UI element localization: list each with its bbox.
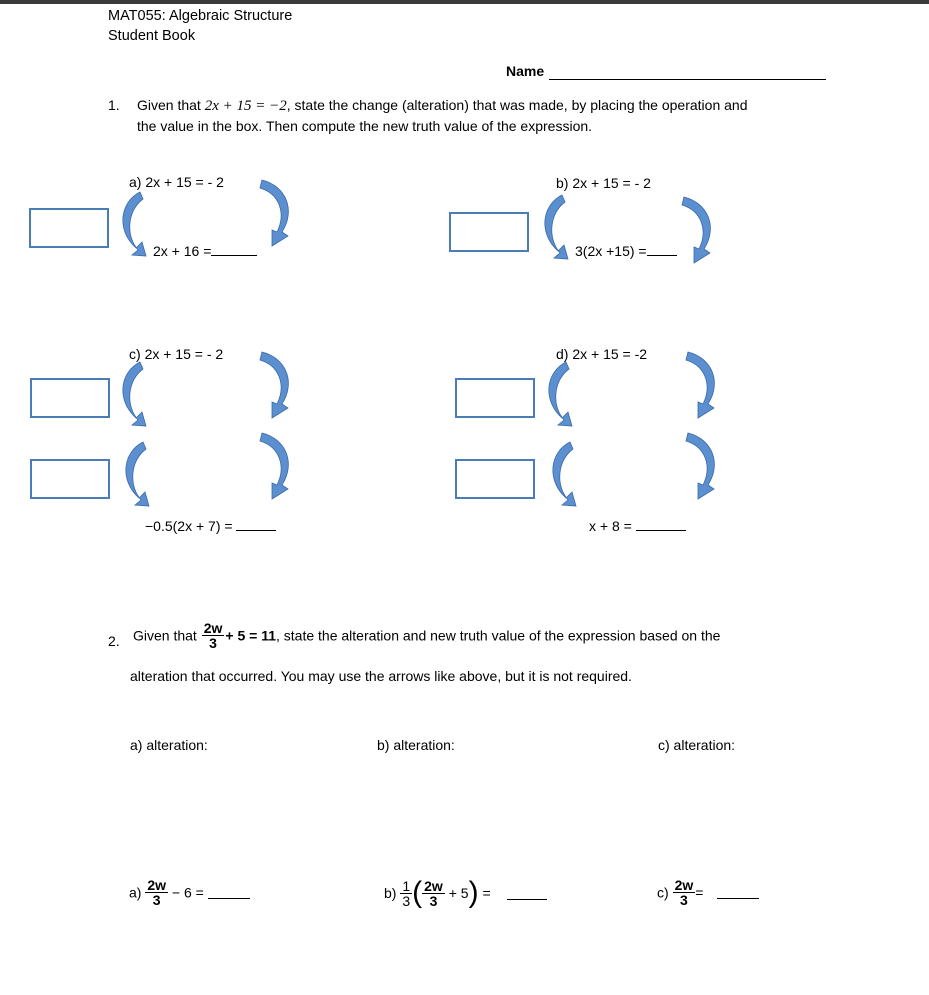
q2a-frac-num: 2w: [147, 877, 167, 893]
q2-text-after: , state the alteration and new truth value of the expression based on the: [276, 627, 721, 644]
q1-equation: 2x + 15 = −2: [204, 98, 287, 114]
q1c-end-expression: −0.5(2x + 7) =: [145, 518, 233, 534]
q2-number: 2.: [108, 633, 120, 649]
q1a-answer-blank[interactable]: [211, 243, 257, 256]
q2b-outer-fraction: [400, 879, 412, 908]
q2b-expression: [384, 876, 547, 910]
q1d-answer-blank[interactable]: [636, 518, 686, 531]
q1b-answer-blank[interactable]: [647, 243, 677, 256]
q2a-rest: − 6 =: [171, 884, 204, 901]
q2b-fraction: [422, 879, 445, 908]
q1a-end-expression: 2x + 16 =: [153, 243, 212, 259]
q2-frac-num: 2w: [203, 620, 223, 636]
q2c-frac-num: 2w: [674, 877, 694, 893]
q1d-end-expression: x + 8 =: [589, 518, 632, 534]
q2a-frac-den: 3: [152, 892, 161, 908]
q1-number: 1.: [108, 97, 120, 113]
q1d-label: d): [556, 346, 569, 362]
q2b-label: b): [384, 885, 397, 901]
q2c-frac-den: 3: [680, 892, 688, 908]
q2c-fraction: [673, 878, 696, 907]
q1-text-before: Given that: [137, 97, 201, 113]
q1-text-after: , state the change (alteration) that was made, by placing the operation and: [286, 97, 748, 113]
q2b-frac-den: 3: [429, 892, 438, 909]
q2b-left-paren: (: [412, 876, 423, 909]
q1a-right-arrow-icon: [260, 180, 288, 246]
q1-prompt-line2: the value in the box. Then compute the new truth value of the expression.: [137, 118, 593, 134]
q2b-equals: =: [482, 885, 491, 901]
name-label: Name: [506, 63, 545, 79]
q1d-start-expression: 2x + 15 = -2: [572, 346, 648, 362]
q2b-answer-blank[interactable]: [507, 887, 547, 900]
q1c-start: [129, 346, 223, 362]
q2b-right-paren: ): [468, 876, 479, 909]
q1a-label: a): [129, 174, 142, 190]
q2b-alteration-label: b) alteration:: [377, 737, 455, 753]
q1c-right-arrow-1-icon: [260, 352, 288, 418]
q1a-end: [153, 243, 257, 259]
q2a-answer-blank[interactable]: [208, 886, 250, 899]
q2-fraction: [202, 621, 225, 650]
q2b-plus: + 5: [448, 885, 469, 901]
q2b-frac-num: 2w: [424, 877, 443, 894]
q1d-left-arrow-1-icon: [549, 362, 572, 426]
q1d-right-arrow-1-icon: [686, 352, 714, 418]
q1b-end-expression: 3(2x +15) =: [575, 243, 647, 259]
q1a-left-arrow-icon: [123, 192, 146, 256]
q2b-outer-num: 1: [402, 877, 411, 894]
q1a-start: [129, 174, 224, 190]
q1b-left-arrow-icon: [545, 195, 568, 259]
q2c-equals: =: [695, 884, 704, 901]
q2-frac-den: 3: [209, 635, 217, 651]
q2-prompt: [133, 621, 720, 650]
q2-equation-rest: + 5 = 11: [225, 627, 277, 644]
q2-text-before: Given that: [133, 627, 197, 644]
q2b-outer-den: 3: [402, 892, 411, 909]
q1c-left-arrow-1-icon: [123, 362, 146, 426]
q1b-end: [575, 243, 677, 259]
q1c-left-arrow-2-icon: [126, 442, 149, 506]
q2c-alteration-label: c) alteration:: [658, 737, 736, 753]
q1d-right-arrow-2-icon: [686, 433, 714, 499]
q1b-start: [556, 175, 651, 191]
q1b-start-expression: 2x + 15 = - 2: [572, 175, 651, 191]
q2a-expression: [129, 878, 250, 907]
q2a-fraction: [145, 878, 168, 907]
q2c-answer-blank[interactable]: [717, 886, 759, 899]
q1c-answer-blank[interactable]: [236, 518, 276, 531]
q1c-end: [145, 518, 276, 534]
course-title: MAT055: Algebraic Structure: [108, 8, 293, 24]
q2a-alteration-label: a) alteration:: [130, 737, 208, 753]
q1a-start-expression: 2x + 15 = - 2: [145, 174, 224, 190]
q1d-left-arrow-2-icon: [553, 442, 576, 506]
q1b-right-arrow-icon: [682, 197, 710, 263]
q1c-right-arrow-2-icon: [260, 433, 288, 499]
q1d-start: [556, 346, 647, 362]
q1d-end: [589, 518, 686, 534]
q2-prompt-line2: alteration that occurred. You may use the arrows like above, but it is not required.: [130, 668, 632, 684]
book-title: Student Book: [108, 28, 196, 44]
q2c-label: c): [657, 884, 669, 901]
q2a-label: a): [129, 884, 142, 901]
q1c-label: c): [129, 346, 141, 362]
q1c-start-expression: 2x + 15 = - 2: [144, 346, 224, 362]
q1b-label: b): [556, 175, 569, 191]
q2c-expression: [657, 878, 759, 907]
